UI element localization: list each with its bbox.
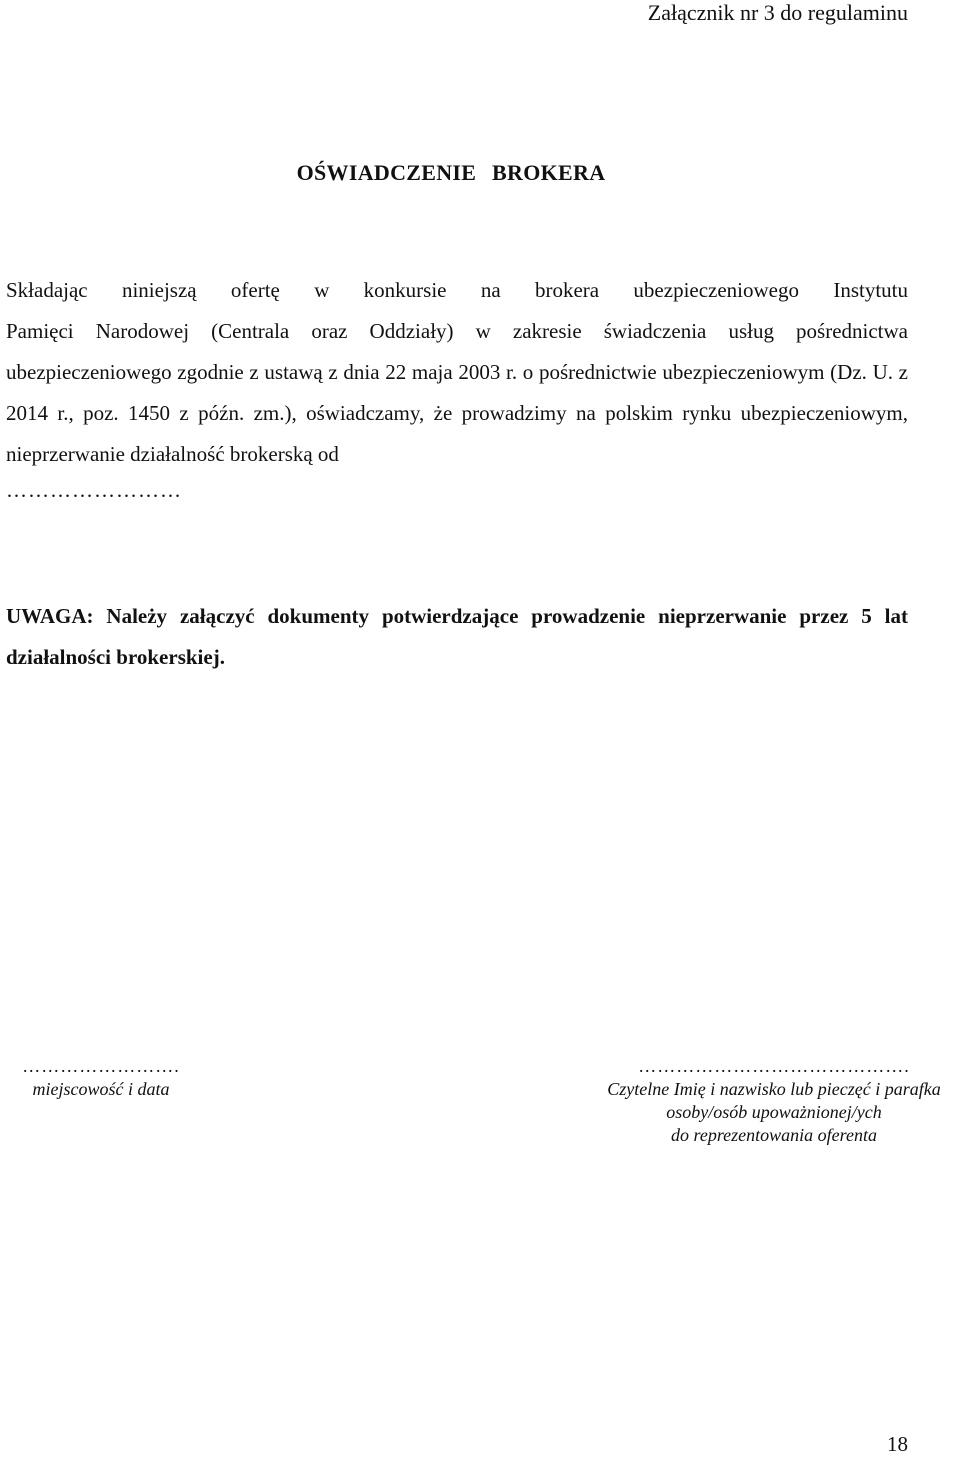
authorized-signature-block xyxy=(588,1055,960,1147)
page-number: 18 xyxy=(887,1432,908,1456)
statement-first-line: Składając niniejszą ofertę w konkursie na brokera ubezpieczeniowego Instytutu xyxy=(6,278,908,302)
authorized-caption-line-1: Czytelne Imię i nazwisko lub pieczęć i parafka xyxy=(607,1079,941,1099)
statement-body: Pamięci Narodowej (Centrala oraz Oddziały) w zakresie świadczenia usług pośrednictwa ubezpieczeniowego zgodnie z ustawą z dnia 22 maja 2003 r. o pośrednictwie ubezpieczeniowym (Dz. U. z 2014 r., poz. 1450 z późn. zm.), oświadczamy, że prowadzimy na polskim rynku ubezpieczeniowym, nieprzerwanie działalność brokerską od xyxy=(6,319,908,466)
warning-note: UWAGA: Należy załączyć dokumenty potwierdzające prowadzenie nieprzerwanie przez 5 lat działalności brokerskiej. xyxy=(6,604,908,669)
authorized-signature-dots: ……………………………………. xyxy=(638,1056,910,1076)
statement-paragraph xyxy=(6,270,908,475)
place-date-signature-block xyxy=(6,1055,196,1101)
authorized-caption-line-2: osoby/osób upoważnionej/ych xyxy=(666,1102,882,1122)
place-date-caption: miejscowość i data xyxy=(32,1079,170,1099)
attachment-header: Załącznik nr 3 do regulaminu xyxy=(647,0,908,25)
document-title: OŚWIADCZENIE BROKERA xyxy=(296,160,606,185)
date-blank-field: …………………… xyxy=(6,478,182,502)
place-date-dots: ……………………. xyxy=(22,1056,180,1076)
authorized-caption-line-3: do reprezentowania oferenta xyxy=(671,1125,877,1145)
